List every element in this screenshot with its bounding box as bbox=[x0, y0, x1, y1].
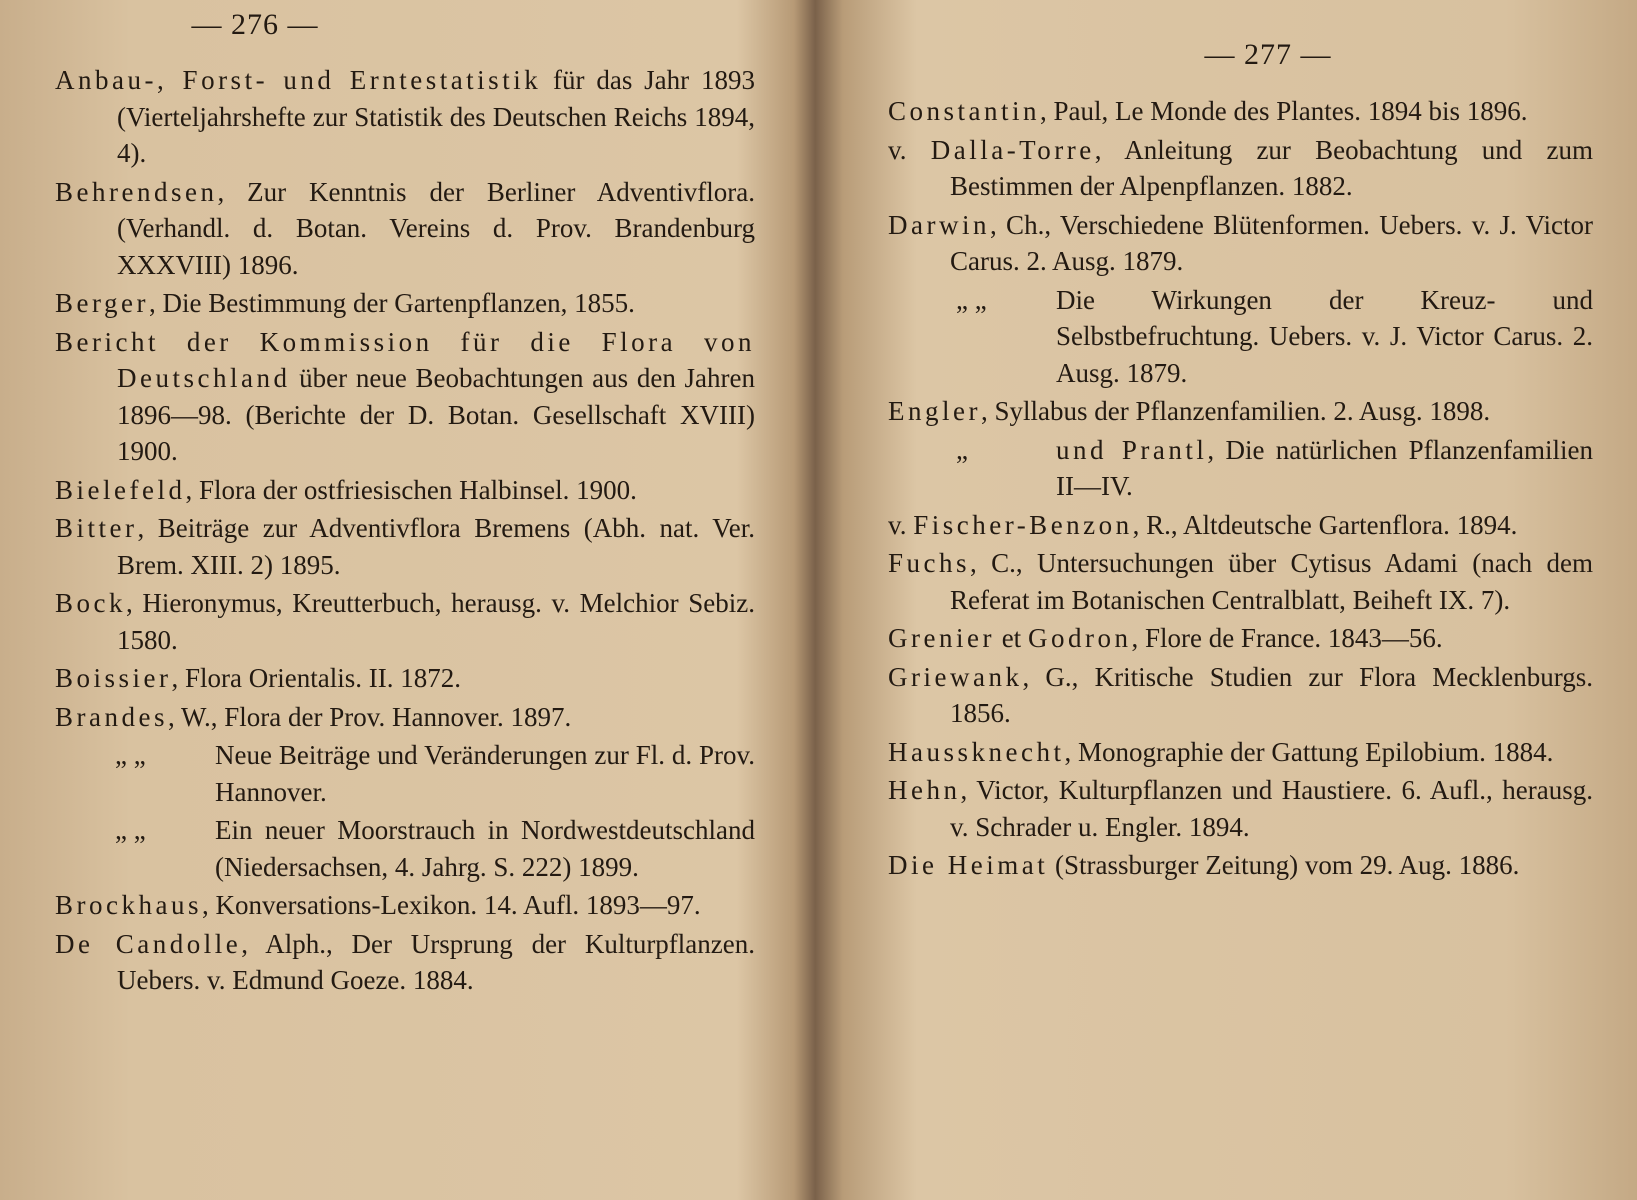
entry-text: (Strassburger Zeitung) vom 29. Aug. 1886. bbox=[1048, 850, 1520, 880]
entry-author: Constantin bbox=[888, 96, 1041, 126]
bibliography-entry bbox=[55, 62, 755, 172]
bibliography-entry bbox=[888, 772, 1593, 845]
entry-text: , Flore de France. 1843—56. bbox=[1131, 623, 1443, 653]
ditto-mark: „ „ bbox=[115, 815, 146, 845]
entry-text: , Beiträge zur Adventivflora Bremens (Abh. nat. Ver. Brem. XIII. 2) 1895. bbox=[117, 513, 755, 580]
entry-text: , Die natürlichen Pflanzenfamilien II—IV. bbox=[1056, 434, 1593, 501]
bibliography-entry bbox=[888, 93, 1593, 130]
entry-text: , Victor, Kulturpflanzen und Haustiere. 6. Aufl., herausg. v. Schrader u. Engler. 1894. bbox=[950, 775, 1593, 842]
bibliography-entry bbox=[55, 926, 755, 999]
entry-text: für das Jahr 1893 (Vierteljahrshefte zur Statistik des Deutschen Reichs 1894, 4). bbox=[117, 65, 755, 168]
entry-text: , Flora Orientalis. II. 1872. bbox=[171, 663, 461, 693]
entry-author: Boissier bbox=[55, 663, 172, 693]
entry-author: Behrendsen bbox=[55, 176, 218, 207]
entry-author: De Candolle bbox=[55, 928, 242, 959]
entry-text: , Alph., Der Ursprung der Kulturpflanzen. Uebers. v. Edmund Goeze. 1884. bbox=[117, 928, 756, 995]
bibliography-entry bbox=[888, 545, 1593, 618]
entry-author: Griewank bbox=[888, 661, 1023, 692]
entry-author: Grenier bbox=[888, 623, 995, 653]
ditto-mark: „ „ bbox=[956, 284, 987, 315]
entry-author: Berger bbox=[55, 288, 149, 318]
bibliography-entry bbox=[55, 699, 755, 736]
entry-author: Die Heimat bbox=[888, 850, 1049, 880]
entry-text: , C., Untersuchungen über Cytisus Adami (nach dem Referat im Botanischen Centralblatt, Beiheft IX. 7). bbox=[950, 548, 1593, 615]
entry-text: , Syllabus der Pflanzenfamilien. 2. Ausg. 1898. bbox=[980, 396, 1491, 426]
bibliography-entry bbox=[55, 324, 755, 470]
bibliography-entry bbox=[55, 472, 755, 509]
page-number: — 276 — bbox=[191, 8, 319, 41]
bibliography-entry bbox=[888, 132, 1593, 205]
entry-prefix: v. bbox=[888, 134, 931, 165]
bibliography-entry bbox=[888, 734, 1593, 771]
entry-author: Dalla-Torre bbox=[930, 134, 1095, 165]
entry-prefix: v. bbox=[888, 509, 914, 540]
entry-author: Anbau-, Forst- und Erntestatistik bbox=[55, 65, 542, 95]
entry-text: , Zur Kenntnis der Berliner Adventivflora. (Verhandl. d. Botan. Vereins d. Prov. Brandenburg XXXVIII) 1896. bbox=[117, 176, 755, 280]
left-page bbox=[0, 0, 810, 1200]
bibliography-entry bbox=[55, 585, 755, 658]
sub-entry bbox=[55, 812, 755, 885]
entry-author: Bitter bbox=[55, 513, 138, 543]
entry-author: Fuchs bbox=[888, 548, 971, 578]
entry-text: , R., Altdeutsche Gartenflora. 1894. bbox=[1132, 509, 1518, 540]
bibliography-entry bbox=[55, 510, 755, 583]
entry-text: , Konversations-Lexikon. 14. Aufl. 1893—97. bbox=[201, 890, 701, 920]
entry-author: Engler bbox=[888, 396, 981, 426]
entry-text: , Ch., Verschiedene Blütenformen. Uebers. v. J. Victor Carus. 2. Ausg. 1879. bbox=[950, 209, 1593, 276]
page-number: — 277 — bbox=[1204, 38, 1332, 71]
entry-author: Brockhaus bbox=[55, 890, 202, 920]
entry-text: et bbox=[994, 623, 1028, 653]
entry-author: und Prantl bbox=[1056, 434, 1208, 465]
entry-text: Ein neuer Moorstrauch in Nordwestdeutschland (Niedersachsen, 4. Jahrg. S. 222) 1899. bbox=[215, 815, 755, 882]
sub-entry bbox=[55, 737, 755, 810]
bibliography-entry bbox=[888, 847, 1593, 884]
entry-text: , Die Bestimmung der Gartenpflanzen, 1855. bbox=[148, 288, 635, 318]
bibliography-entry bbox=[888, 659, 1593, 732]
bibliography-entry bbox=[888, 620, 1593, 657]
entry-author: Bericht der Kommission für die Flora von Deutschland bbox=[55, 326, 755, 393]
bibliography-entry bbox=[888, 393, 1593, 430]
entry-author: Godron bbox=[1027, 623, 1132, 653]
entry-text: , W., Flora der Prov. Hannover. 1897. bbox=[167, 701, 572, 732]
entry-text: , Paul, Le Monde des Plantes. 1894 bis 1896. bbox=[1040, 96, 1528, 126]
entry-text: , Monographie der Gattung Epilobium. 1884. bbox=[1064, 736, 1554, 767]
ditto-mark: „ bbox=[956, 434, 968, 465]
entry-text: , Hieronymus, Kreutterbuch, herausg. v. Melchior Sebiz. 1580. bbox=[117, 588, 755, 655]
bibliography-list bbox=[55, 62, 755, 1001]
entry-text: über neue Beobachtungen aus den Jahren 1896—98. (Berichte der D. Botan. Gesellschaft XVIII) 1900. bbox=[117, 363, 755, 466]
entry-text: Neue Beiträge und Veränderungen zur Fl. d. Prov. Hannover. bbox=[215, 740, 755, 807]
bibliography-entry bbox=[55, 660, 755, 697]
ditto-mark: „ „ bbox=[115, 740, 146, 770]
sub-entry bbox=[888, 282, 1593, 392]
entry-text: , Anleitung zur Beobachtung und zum Bestimmen der Alpenpflanzen. 1882. bbox=[950, 134, 1594, 201]
sub-entry bbox=[888, 432, 1593, 505]
entry-author: Brandes bbox=[55, 701, 168, 732]
entry-author: Bock bbox=[55, 588, 126, 618]
entry-author: Fischer-Benzon bbox=[913, 509, 1133, 540]
bibliography-entry bbox=[55, 174, 755, 284]
entry-text: , Flora der ostfriesischen Halbinsel. 1900. bbox=[185, 474, 637, 505]
entry-text: , G., Kritische Studien zur Flora Mecklenburgs. 1856. bbox=[950, 661, 1593, 728]
bibliography-list bbox=[888, 93, 1593, 886]
bibliography-entry bbox=[888, 507, 1593, 544]
entry-author: Darwin bbox=[888, 209, 990, 240]
bibliography-entry bbox=[888, 207, 1593, 280]
bibliography-entry bbox=[55, 285, 755, 322]
entry-author: Bielefeld bbox=[55, 474, 186, 505]
entry-author: Hehn bbox=[888, 775, 961, 805]
bibliography-entry bbox=[55, 887, 755, 924]
right-page bbox=[828, 0, 1637, 1200]
entry-author: Haussknecht bbox=[888, 736, 1065, 767]
entry-text: Die Wirkungen der Kreuz- und Selbstbefruchtung. Uebers. v. J. Victor Carus. 2. Ausg. 1879. bbox=[1056, 284, 1593, 388]
